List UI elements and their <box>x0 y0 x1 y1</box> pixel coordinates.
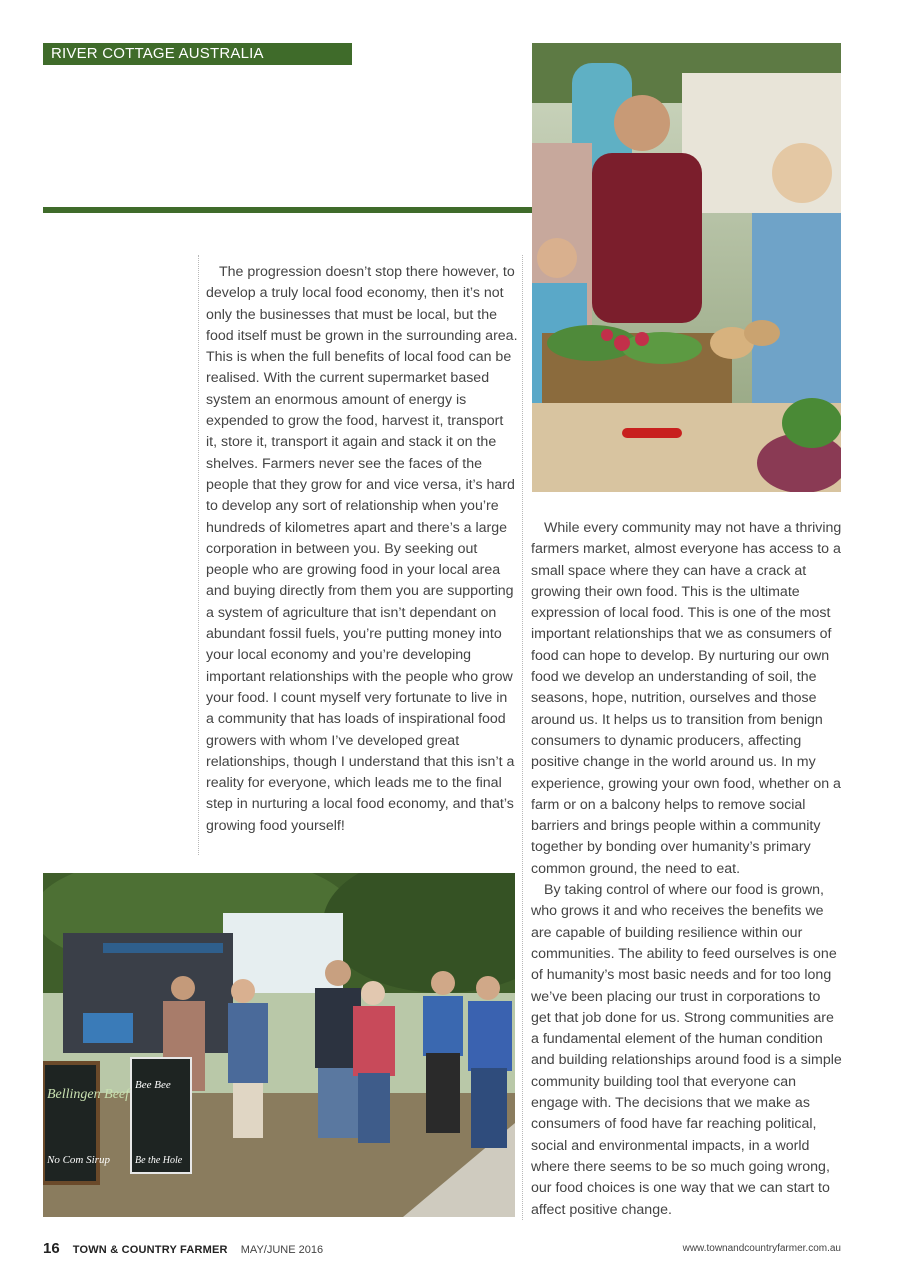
paragraph: By taking control of where our food is grown, who grows it and who receives the benefits we are capable of building resilience within our communities. The ability to feed ourselves is one of humanity’s most basic needs and for too long we’ve been placing our trust in corporations to get that job done for us. Strong communities are a fundamental element of the human condition and building relationships around food is a simple community building tool that everyone can engage with. The decisions that we make as consumers of food have far reaching political, social and environmental impacts, in a world where there seems to be so much going wrong, our food choices is one way that we can start to affect positive change. <box>531 882 842 1218</box>
article-column-right <box>531 518 843 1221</box>
market-stall-photo <box>532 43 841 492</box>
market-stall-illustration <box>532 43 841 492</box>
sign-text: Bellingen Beef <box>47 1087 130 1102</box>
column-divider <box>522 255 523 1220</box>
section-label: RIVER COTTAGE AUSTRALIA <box>43 43 352 65</box>
magazine-name: TOWN & COUNTRY FARMER <box>72 1244 228 1256</box>
page-number: 16 <box>43 1240 60 1257</box>
page-footer <box>43 1240 841 1258</box>
website-url: www.townandcountryfarmer.com.au <box>682 1243 841 1254</box>
sign-text: Be the Hole <box>135 1155 183 1166</box>
paragraph: While every community may not have a thriving farmers market, almost everyone has access to a small space where they can have a crack at growing their own food. This is the ultimate expression of local food. This is one of the most important relationships that we as consumers of food can hope to develop. By nurturing our own food we develop an understanding of soil, the seasons, hope, nutrition, ourselves and those around us. It helps us to transition from benign consumers to dynamic producers, affecting positive change in the world around us. In my experience, growing your own food, whether on a farm or on a balcony helps to remove social barriers and brings people within a community together by bonding over humanity’s primary common ground, the need to eat. <box>531 520 842 877</box>
article-column-left <box>206 262 518 837</box>
paragraph: The progression doesn’t stop there however, to develop a truly local food economy, then it’s not only the businesses that must be local, but the food itself must be grown in the surrounding area. This is when the full benefits of local food can be realised. With the current supermarket based system an enormous amount of energy is expended to grow the food, harvest it, transport it, store it, transport it again and stack it on the shelves. Farmers never see the faces of the people that they grow for and vice versa, it’s hard to develop any sort of relationship when you’re hundreds of kilometres apart and there’s a large corporation in between you. By seeking out people who are growing food in your local area and buying directly from them you are supporting a system of agriculture that isn’t dependant on abundant fossil fuels, you’re putting money into your local economy and you’re developing important relationships with the people who grow your food. I count myself very fortunate to live in a community that has loads of inspirational food growers with whom I’ve developed great relationships, though I understand that this isn’t a reality for everyone, which leads me to the final step in nurturing a local food economy, and that’s growing food yourself! <box>206 264 518 834</box>
market-crowd-illustration <box>43 873 515 1217</box>
header-rule <box>43 207 533 213</box>
market-crowd-photo <box>43 873 515 1217</box>
issue-date: MAY/JUNE 2016 <box>240 1244 324 1256</box>
column-divider <box>198 255 199 855</box>
sign-text: No Com Sirup <box>47 1154 110 1166</box>
sign-text: Bee Bee <box>135 1079 171 1091</box>
